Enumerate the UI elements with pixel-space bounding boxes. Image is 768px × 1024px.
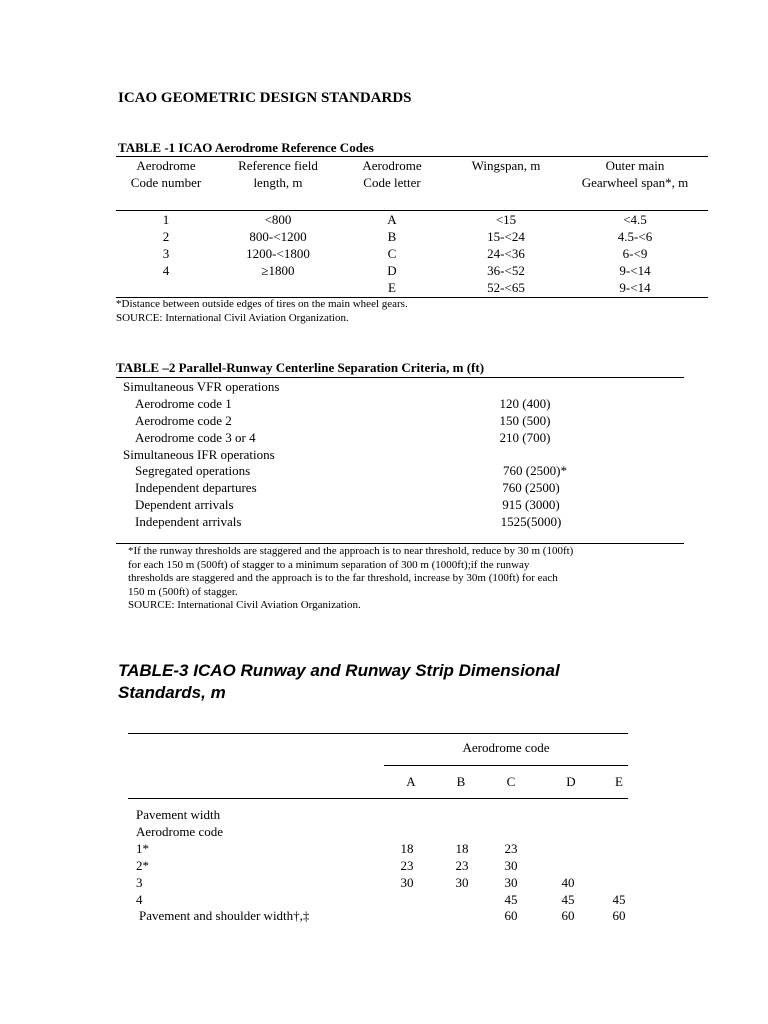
table-cell: 1 <box>162 212 170 227</box>
table1-title: TABLE -1 ICAO Aerodrome Reference Codes <box>118 140 374 155</box>
table2-row-label: Segregated operations <box>135 463 251 478</box>
table-cell: 4.5-<6 <box>617 229 653 244</box>
table-cell: 45 <box>612 892 626 907</box>
table2-row-label: Independent arrivals <box>135 514 242 529</box>
table3-row-label: Pavement width <box>136 807 221 822</box>
table3-row-label: Aerodrome code <box>136 824 223 839</box>
table2-row-value: 760 (2500) <box>502 480 560 495</box>
table-cell: 23 <box>455 858 469 873</box>
table-cell: 15-<24 <box>487 229 525 244</box>
table-cell: 52-<65 <box>487 280 525 295</box>
table2-row-value: 1525(5000) <box>500 514 562 529</box>
table2-row-label: Aerodrome code 1 <box>135 396 232 411</box>
table-cell: 30 <box>504 858 518 873</box>
table2-row-label: Dependent arrivals <box>135 497 234 512</box>
table1-col-field-length <box>216 211 340 279</box>
table-cell: 36-<52 <box>487 263 525 278</box>
table3-row-label: 3 <box>136 875 143 890</box>
table-cell: 6-<9 <box>622 246 648 261</box>
table1-header-code-letter: Aerodrome Code letter <box>362 158 422 190</box>
table3-top-rule <box>128 733 628 734</box>
table3-title: TABLE-3 ICAO Runway and Runway Strip Dimensional Standards, m <box>118 661 560 702</box>
table2-row-value: 150 (500) <box>499 413 551 428</box>
table-cell: ≥1800 <box>261 263 295 278</box>
table-cell: D <box>387 263 397 278</box>
table-cell: 800-<1200 <box>249 229 307 244</box>
page-title: ICAO GEOMETRIC DESIGN STANDARDS <box>118 90 412 106</box>
table3-row-label: 2* <box>136 858 149 873</box>
table3-group-rule <box>384 765 628 766</box>
table2-row-value: 915 (3000) <box>502 497 560 512</box>
table-cell: 30 <box>504 875 518 890</box>
table-cell: 18 <box>455 841 469 856</box>
table-cell: 40 <box>561 875 575 890</box>
table2-row-label: Simultaneous VFR operations <box>123 379 280 394</box>
table3-col-header: C <box>506 774 516 789</box>
table2-row-value: 120 (400) <box>499 396 551 411</box>
table1-header-code-number: Aerodrome Code number <box>130 158 202 190</box>
table2-row-label: Aerodrome code 3 or 4 <box>135 430 256 445</box>
table-cell: A <box>387 212 397 227</box>
table-cell: 18 <box>400 841 414 856</box>
table-cell: B <box>387 229 397 244</box>
table3-row-label: 1* <box>136 841 149 856</box>
table-cell: 3 <box>162 246 170 261</box>
table1-notes: *Distance between outside edges of tires on the main wheel gears. SOURCE: International Civil Aviation Organization. <box>116 298 408 324</box>
table-cell: 30 <box>400 875 414 890</box>
table-cell: 4 <box>162 263 170 278</box>
table-cell: <15 <box>495 212 517 227</box>
table2-row-label: Aerodrome code 2 <box>135 413 232 428</box>
table3-row-label: 4 <box>136 892 143 907</box>
table-cell: 60 <box>612 908 626 923</box>
table2-title: TABLE –2 Parallel-Runway Centerline Separation Criteria, m (ft) <box>116 360 485 375</box>
table-cell: 45 <box>504 892 518 907</box>
table1-header-wingspan: Wingspan, m <box>471 158 541 173</box>
table3-header-rule <box>128 798 628 799</box>
table-cell: 45 <box>561 892 575 907</box>
table1-col-code-number <box>116 211 216 279</box>
table-cell: 1200-<1800 <box>246 246 310 261</box>
table-cell: <4.5 <box>623 212 647 227</box>
table2-bottom-rule <box>116 543 684 544</box>
table1-header-gear-span: Outer main Gearwheel span*, m <box>581 158 689 190</box>
table1-col-code-letter <box>340 211 444 296</box>
table2-notes: *If the runway thresholds are staggered and the approach is to near threshold, reduce by 30 m (100ft) for each 150 m (500ft) of stagger to a minimum separation of 300 m (1000ft);if the runway thresholds are staggered and the approach is to the far threshold, increase by 30m (100ft) for each 150 m (500ft) of stagger. SOURCE: International Civil Aviation Organization. <box>128 545 574 611</box>
table-cell: 2 <box>162 229 170 244</box>
table2-row-label: Independent departures <box>135 480 257 495</box>
table3-col-header: E <box>615 774 623 789</box>
table2-row-value: 210 (700) <box>499 430 551 445</box>
table3-group-header: Aerodrome code <box>462 740 550 755</box>
table-cell: E <box>388 280 396 295</box>
table-cell: 30 <box>455 875 469 890</box>
table2-row-value: 760 (2500)* <box>503 463 567 478</box>
table-cell: <800 <box>264 212 292 227</box>
table3-col-header: B <box>456 774 466 789</box>
table3-col-header: A <box>406 774 416 789</box>
table-cell: 23 <box>504 841 518 856</box>
table-cell: 9-<14 <box>619 263 651 278</box>
table-cell: C <box>387 246 397 261</box>
table-cell: 9-<14 <box>619 280 651 295</box>
table3-row-label: Pavement and shoulder width†,‡ <box>139 908 310 923</box>
table-cell: 24-<36 <box>487 246 525 261</box>
table1-col-wingspan <box>444 211 568 296</box>
table-cell: 60 <box>504 908 518 923</box>
table-cell: 60 <box>561 908 575 923</box>
table3-col-header: D <box>566 774 576 789</box>
table-cell: 23 <box>400 858 414 873</box>
table2-row-label: Simultaneous IFR operations <box>123 447 275 462</box>
table1-header-field-length: Reference field length, m <box>238 158 318 190</box>
table1-col-gear-span <box>560 211 710 296</box>
